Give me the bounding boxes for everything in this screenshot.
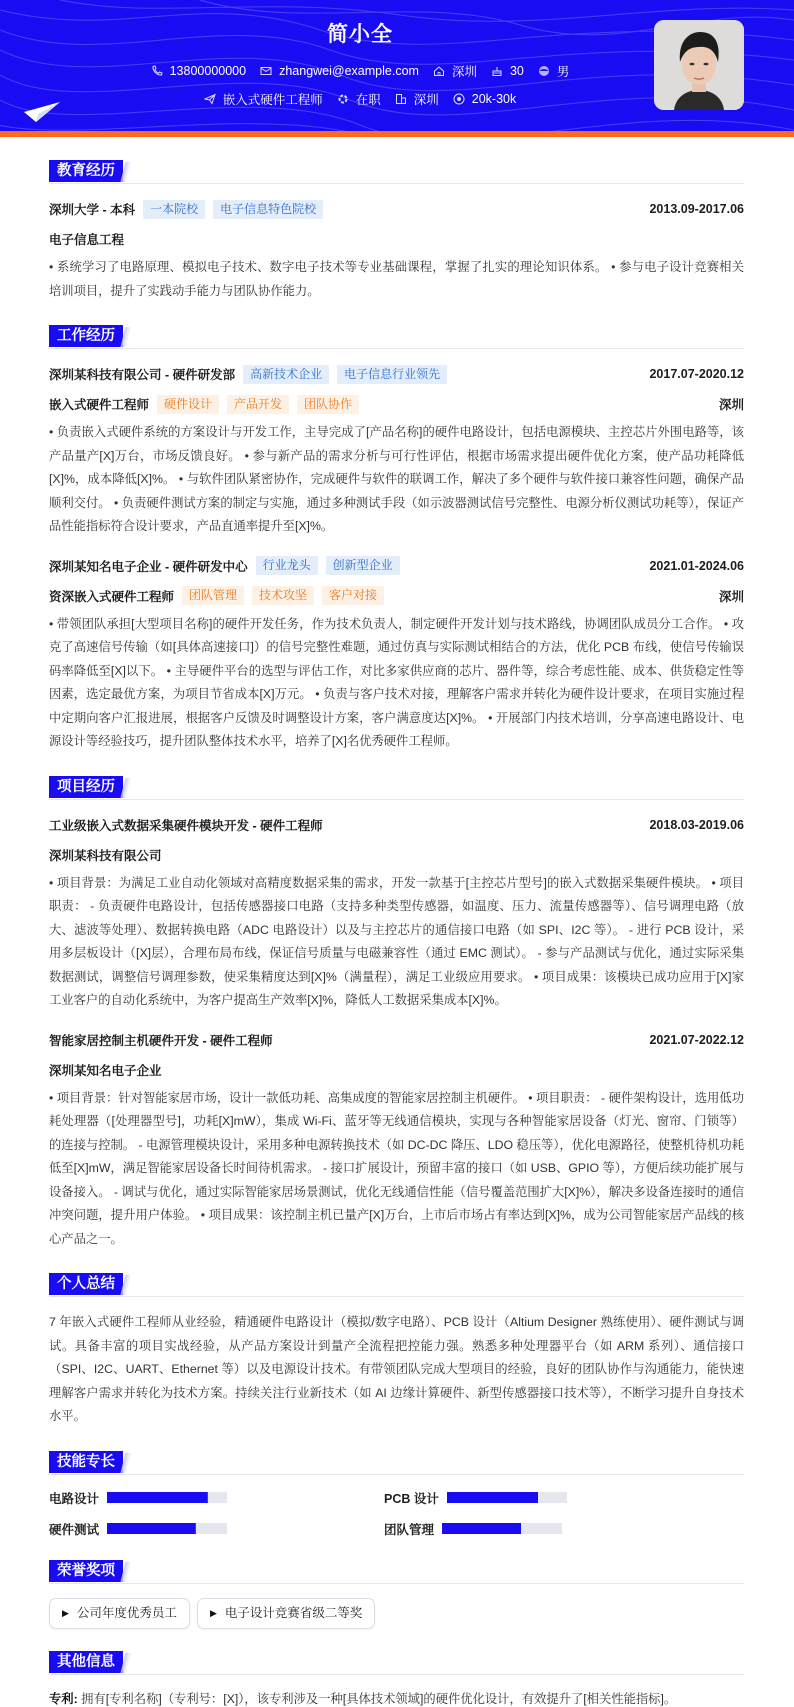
company-tag: 创新型企业 xyxy=(326,556,400,575)
triangle-right-icon: ▶ xyxy=(209,1607,217,1618)
skill-bar xyxy=(107,1492,227,1503)
section-header xyxy=(49,325,744,349)
triangle-right-icon: ▶ xyxy=(62,1607,69,1618)
mail-icon xyxy=(260,65,272,77)
phone-icon xyxy=(151,65,163,77)
work-description: • 负责嵌入式硬件系统的方案设计与开发工作，主导完成了[产品名称]的硬件电路设计，包括电源模块、主控芯片外围电路等，该产品量产[X]万台，市场反馈良好。 • 参与新产品的需求分析与可行性评估，根据市场需求提出硬件优化方案，使产品功耗降低[X]%，成本降低[X]%。 • 与软件团队紧密协作，完成硬件与软件的联调工作，解决了多个硬件与软件接口兼容性问题，确保产品顺利交付。 • 负责硬件测试方案的制定与实施，通过多种测试手段（如示波器测试信号完整性、电源分析仪测试功耗等），保证产品性能指标符合设计要求，产品直通率提升至[X]%。 xyxy=(49,425,744,533)
education-date: 2013.09-2017.06 xyxy=(649,202,744,216)
section-header xyxy=(49,160,744,184)
skills-grid xyxy=(49,1489,744,1538)
project-item xyxy=(49,814,744,1013)
skill-item xyxy=(49,1520,384,1538)
phone-item xyxy=(151,64,246,78)
section-title: 工作经历 xyxy=(49,325,123,347)
gender-item xyxy=(538,62,570,80)
skill-bar-fill xyxy=(442,1523,521,1534)
award-item xyxy=(49,1598,190,1629)
section-header xyxy=(49,1560,744,1584)
location-text: 深圳 xyxy=(451,65,477,79)
work-city: 深圳 xyxy=(718,589,744,604)
patent-text: 拥有[专利名称]（专利号：[X]），该专利涉及一种[具体技术领域]的硬件优化设计，有效提升了[相关性能指标]。 xyxy=(81,1691,677,1706)
skill-item xyxy=(49,1489,384,1507)
major: 电子信息工程 xyxy=(49,233,125,247)
target-city-item xyxy=(395,90,439,108)
skill-bar xyxy=(447,1492,567,1503)
position-title: 资深嵌入式硬件工程师 xyxy=(49,589,175,604)
project-description: • 项目背景：针对智能家居市场，设计一款低功耗、高集成度的智能家居控制主机硬件。 • 项目职责： - 硬件架构设计，选用低功耗处理器（[处理器型号]，功耗[X]mW），集成 Wi-Fi、蓝牙等无线通信模块，实现与各种智能家居设备（灯光、窗帘、门锁等）的连接与控制。 - 电源管理模块设计，采用多种电源转换技术（如 DC-DC 降压、LDO 稳压等），优化电源路径，使整机待机功耗低至[X]mW，满足智能家居设备长时间待机需求。 - 接口扩展设计，预留丰富的接口（如 USB、GPIO 等），方便后续功能扩展与设备接入。 - 调试与优化，通过实际智能家居场景测试，优化无线通信性能（信号覆盖范围扩大[X]%），解决多设备连接时的通信冲突问题，提升用户体验。 • 项目成果：该控制主机已量产[X]万台，上市后市场占有率达到[X]%，成为公司智能家居产品线的核心产品之一。 xyxy=(49,1090,744,1246)
email-text: zhangwei@example.com xyxy=(279,64,419,78)
section-title: 项目经历 xyxy=(49,776,123,798)
contact-info-row xyxy=(0,62,720,80)
skills-section xyxy=(49,1451,744,1538)
section-title: 其他信息 xyxy=(49,1651,123,1673)
age-item xyxy=(491,64,524,78)
section-header xyxy=(49,1451,744,1475)
skill-name: 电路设计 xyxy=(49,1491,100,1506)
skill-name: 团队管理 xyxy=(384,1522,435,1537)
awards-list xyxy=(49,1598,744,1629)
company-tag: 行业龙头 xyxy=(256,556,318,575)
section-header xyxy=(49,1273,744,1297)
position-tag: 硬件设计 xyxy=(157,395,219,414)
patent-info xyxy=(49,1689,744,1707)
company-tag: 电子信息行业领先 xyxy=(337,365,447,384)
home-icon xyxy=(433,65,445,77)
skill-bar xyxy=(442,1523,562,1534)
gender-text: 男 xyxy=(556,65,570,79)
work-date: 2017.07-2020.12 xyxy=(649,367,744,381)
target-position-text: 嵌入式硬件工程师 xyxy=(222,93,323,107)
project-company: 深圳某科技有限公司 xyxy=(49,848,162,863)
salary-item xyxy=(453,92,516,106)
skill-bar xyxy=(107,1523,227,1534)
skill-bar-fill xyxy=(107,1492,208,1503)
work-section xyxy=(49,325,744,754)
summary-text: 7 年嵌入式硬件工程师从业经验，精通硬件电路设计（模拟/数字电路）、PCB 设计（Altium Designer 熟练使用）、硬件测试与调试。具备丰富的项目实战经验，从产品方案设计到量产全流程把控能力强。熟悉多种处理器平台（如 ARM 系列）、通信接口（SPI、I2C、UART、Ethernet 等）以及电源设计技术。有带领团队完成大型项目的经验，良好的团队协作与沟通能力，能快速理解客户需求并转化为技术方案。持续关注行业新技术（如 AI 边缘计算硬件、新型传感器接口技术等），不断学习提升自身技术水平。 xyxy=(49,1315,744,1423)
skill-bar-fill xyxy=(107,1523,196,1534)
project-company: 深圳某知名电子企业 xyxy=(49,1063,162,1078)
company-name: 深圳某知名电子企业 - 硬件研发中心 xyxy=(49,559,248,574)
project-date: 2018.03-2019.06 xyxy=(649,817,744,832)
skill-item xyxy=(384,1520,719,1538)
avatar-photo xyxy=(654,20,744,110)
position-tag: 客户对接 xyxy=(322,586,384,605)
project-description: • 项目背景：为满足工业自动化领域对高精度数据采集的需求，开发一款基于[主控芯片型号]的嵌入式数据采集硬件模块。 • 项目职责： - 负责硬件电路设计，包括传感器接口电路（支持多种类型传感器，如温度、压力、流量传感器等）、信号调理电路（放大、滤波等处理）、数据转换电路（ADC 电路设计）以及与主控芯片的通信接口电路（如 SPI、I2C 等）。 - 进行 PCB 设计，采用多层板设计（[X]层），合理布局布线，保证信号质量与电磁兼容性（通过 EMC 测试）。 - 参与产品测试与优化，通过实际采集数据测试，调整信号调理参数，使采集精度达到[X]%（满量程），满足工业级应用要求。 • 项目成果：该模块已成功应用于[X]家工业客户的自动化系统中，为客户提高生产效率[X]%，降低人工数据采集成本[X]%。 xyxy=(49,875,744,1007)
section-header xyxy=(49,776,744,800)
email-item xyxy=(260,64,419,78)
project-date: 2021.07-2022.12 xyxy=(649,1032,744,1047)
work-description: • 带领团队承担[大型项目名称]的硬件开发任务，作为技术负责人，制定硬件开发计划与技术路线，协调团队成员分工合作。 • 攻克了高速信号传输（如[具体高速接口]）的信号完整性难题，通过仿真与实际测试相结合的方法，优化 PCB 布线，使信号传输误码率降低至[X]以下。 • 主导硬件平台的选型与评估工作，对比多家供应商的芯片、器件等，综合考虑性能、成本、供货稳定性等因素，选定最优方案，为项目节省成本[X]万元。 • 负责与客户技术对接，理解客户需求并转化为硬件设计要求，在项目实施过程中定期向客户汇报进展，根据客户反馈及时调整设计方案，客户满意度达[X]%。 • 开展部门内技术培训，分享高速电路设计、电源设计等经验技巧，提升团队整体技术水平，培养了[X]名优秀硬件工程师。 xyxy=(49,616,744,748)
awards-section xyxy=(49,1560,744,1629)
header-accent-stripe xyxy=(0,131,794,137)
company-tag: 高新技术企业 xyxy=(243,365,329,384)
projects-section xyxy=(49,776,744,1252)
building-icon xyxy=(395,93,407,105)
work-item xyxy=(49,363,744,539)
award-name: 电子设计竞赛省级二等奖 xyxy=(224,1605,363,1620)
company-name: 深圳某科技有限公司 - 硬件研发部 xyxy=(49,368,236,382)
project-item xyxy=(49,1029,744,1252)
phone-text: 13800000000 xyxy=(169,64,247,78)
resume-body xyxy=(49,160,744,1707)
school-tag: 电子信息特色院校 xyxy=(213,200,323,219)
location-item xyxy=(433,62,477,80)
project-name: 智能家居控制主机硬件开发 - 硬件工程师 xyxy=(49,1033,273,1048)
salary-text: 20k-30k xyxy=(471,92,517,106)
project-name: 工业级嵌入式数据采集硬件模块开发 - 硬件工程师 xyxy=(49,818,323,833)
gender-icon xyxy=(538,65,550,77)
position-tag: 团队管理 xyxy=(182,586,244,605)
candidate-name: 简小全 xyxy=(327,23,393,46)
section-title: 个人总结 xyxy=(49,1273,123,1295)
summary-section xyxy=(49,1273,744,1429)
resume-header xyxy=(0,0,794,131)
position-tag: 团队协作 xyxy=(297,395,359,414)
section-title: 荣誉奖项 xyxy=(49,1560,123,1582)
status-icon xyxy=(337,93,349,105)
skill-bar-fill xyxy=(447,1492,538,1503)
section-title: 技能专长 xyxy=(49,1451,123,1473)
job-status-item xyxy=(337,90,381,108)
patent-label: 专利: xyxy=(49,1691,78,1706)
award-item xyxy=(197,1598,375,1629)
school-name: 深圳大学 - 本科 xyxy=(49,203,136,217)
skill-name: PCB 设计 xyxy=(384,1491,439,1506)
skill-item xyxy=(384,1489,719,1507)
avatar-portrait xyxy=(654,20,744,110)
target-position-item xyxy=(204,90,323,108)
education-description: • 系统学习了电路原理、模拟电子技术、数字电子技术等专业基础课程，掌握了扎实的理论知识体系。 • 参与电子设计竞赛相关培训项目，提升了实践动手能力与团队协作能力。 xyxy=(49,260,744,298)
job-intent-row xyxy=(0,90,720,108)
position-tag: 技术攻坚 xyxy=(252,586,314,605)
section-header xyxy=(49,1651,744,1675)
education-header-row xyxy=(49,198,744,220)
work-city: 深圳 xyxy=(718,398,744,412)
paper-plane-icon xyxy=(22,100,62,126)
job-status-text: 在职 xyxy=(355,93,381,107)
work-date: 2021.01-2024.06 xyxy=(649,558,744,573)
school-tag: 一本院校 xyxy=(143,200,205,219)
work-item xyxy=(49,555,744,754)
age-text: 30 xyxy=(509,64,524,78)
award-name: 公司年度优秀员工 xyxy=(76,1605,177,1620)
other-section xyxy=(49,1651,744,1707)
position-title: 嵌入式硬件工程师 xyxy=(49,398,150,412)
skill-name: 硬件测试 xyxy=(49,1522,100,1537)
education-section xyxy=(49,160,744,303)
cake-icon xyxy=(491,65,503,77)
target-city-text: 深圳 xyxy=(413,93,439,107)
send-icon xyxy=(204,93,216,105)
salary-icon xyxy=(453,93,465,105)
section-title: 教育经历 xyxy=(49,160,123,182)
position-tag: 产品开发 xyxy=(227,395,289,414)
